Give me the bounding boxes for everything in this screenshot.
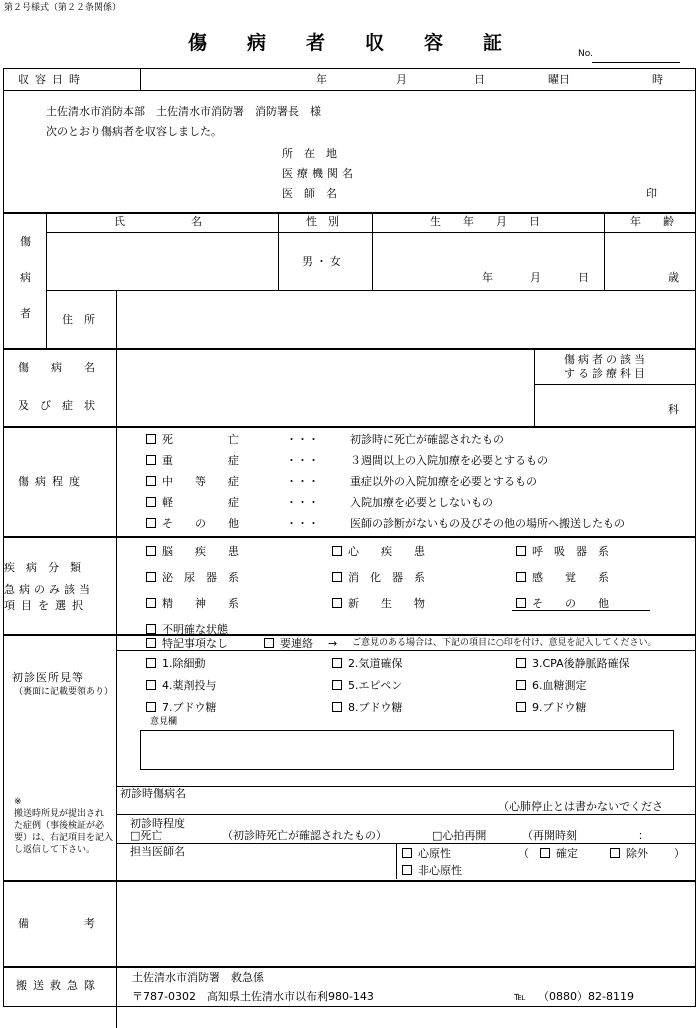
transport-label: 搬送救急隊 <box>16 979 101 992</box>
confirmed-label: 確定 <box>556 847 578 860</box>
finding-item-4-checkbox[interactable] <box>146 680 156 690</box>
disease-col3-0-label: 呼 吸 器 系 <box>532 545 609 558</box>
dob-day: 日 <box>578 271 589 284</box>
severity-label: 傷病程度 <box>18 475 86 488</box>
doctor-name-label: 担当医師名 <box>130 845 185 858</box>
opinion-box[interactable] <box>140 730 674 770</box>
finding-item-7-label: 7.ブドウ糖 <box>162 701 217 714</box>
death-note: （初診時死亡が確認されたもの） <box>222 829 387 842</box>
findings-instruction: ご意見のある場合は、下記の項目に○印を付け、意見を記入してください。 <box>352 638 657 648</box>
finding-item-8-row <box>332 702 403 713</box>
finding-item-5-checkbox[interactable] <box>332 680 342 690</box>
findings-label-1: 初診医所見等 <box>12 671 84 684</box>
resume-time-label: （再開時刻 <box>522 829 577 842</box>
severity-desc-3: 入院加療を必要としないもの <box>350 496 493 509</box>
severity-4-row <box>146 518 239 529</box>
transport-address: 〒787-0302 高知県土佐清水市以布利980-143 <box>132 990 374 1003</box>
paren-open: （ <box>518 847 529 860</box>
disease-col3-2-row <box>516 598 609 609</box>
disease-col3-2-checkbox[interactable] <box>516 598 526 608</box>
contact-row <box>264 638 313 649</box>
disease-label-2: 急病のみ該当 <box>4 583 94 596</box>
excluded-row <box>610 848 648 859</box>
findings-note-1: 搬送時所見が提出され <box>14 809 105 819</box>
disease-col2-1-label: 消 化 器 系 <box>348 571 425 584</box>
no-label: No. <box>578 49 593 59</box>
disease-col2-1-row <box>332 572 425 583</box>
disease-col1-3-label: 不明確な状態 <box>162 623 228 636</box>
confirmed-checkbox[interactable] <box>540 848 550 858</box>
initial-severity-label: 初診時程度 <box>130 817 185 830</box>
severity-1-checkbox[interactable] <box>146 455 156 465</box>
finding-item-2-row <box>332 658 403 669</box>
death-label: □死亡 <box>130 829 163 842</box>
intake-year: 年 <box>316 73 327 86</box>
findings-label-2: （裏面に記載要領あり） <box>14 687 114 697</box>
finding-item-6-checkbox[interactable] <box>516 680 526 690</box>
tel-label: ℡ <box>514 990 526 1003</box>
severity-0-label: 死 亡 <box>162 433 239 446</box>
finding-item-7-checkbox[interactable] <box>146 702 156 712</box>
disease-col2-2-label: 新 生 物 <box>348 597 425 610</box>
disease-col1-1-row <box>146 572 239 583</box>
finding-item-9-checkbox[interactable] <box>516 702 526 712</box>
severity-3-label: 軽 症 <box>162 496 239 509</box>
finding-item-2-label: 2.気道確保 <box>348 657 403 670</box>
none-label: 特記事項なし <box>162 637 228 650</box>
diagnosis-label-2: 及 び 症 状 <box>18 399 95 412</box>
severity-3-checkbox[interactable] <box>146 497 156 507</box>
severity-desc-1: ３週間以上の入院加療を必要とするもの <box>350 454 548 467</box>
findings-note-2: た症例（事後検証が必 <box>14 821 105 831</box>
intake-day: 日 <box>474 73 485 86</box>
none-checkbox[interactable] <box>146 638 156 648</box>
sex-header: 性 別 <box>306 215 339 228</box>
disease-col1-1-checkbox[interactable] <box>146 572 156 582</box>
address-label: 住 所 <box>62 313 95 326</box>
tel-number: （0880）82-8119 <box>538 990 634 1003</box>
findings-note-4: し返信して下さい。 <box>14 845 96 855</box>
sex-options: 男・女 <box>302 255 344 268</box>
dept-label-2: する診療科目 <box>564 367 648 380</box>
contact-label: 要連絡 <box>280 637 313 650</box>
age-header: 年 齢 <box>630 215 674 228</box>
disease-col1-0-row <box>146 546 239 557</box>
initial-diag-note: （心肺停止とは書かないでくださ <box>498 800 663 813</box>
intake-hour: 時 <box>652 73 663 86</box>
finding-item-6-row <box>516 680 587 691</box>
disease-col3-0-checkbox[interactable] <box>516 546 526 556</box>
disease-col1-0-checkbox[interactable] <box>146 546 156 556</box>
opinion-label: 意見欄 <box>150 717 178 727</box>
resume-colon: ： <box>638 829 649 842</box>
finding-item-1-row <box>146 658 206 669</box>
noncardiac-label: 非心原性 <box>418 864 462 877</box>
findings-note-0: ※ <box>14 797 22 807</box>
severity-desc-0: 初診時に死亡が確認されたもの <box>350 433 504 446</box>
dob-header: 生 年 月 日 <box>430 215 540 228</box>
severity-2-row <box>146 476 239 487</box>
finding-item-6-label: 6.血糖測定 <box>532 679 587 692</box>
severity-1-label: 重 症 <box>162 454 239 467</box>
disease-col1-1-label: 泌 尿 器 系 <box>162 571 239 584</box>
remarks-label: 備 考 <box>18 917 95 930</box>
finding-item-2-checkbox[interactable] <box>332 658 342 668</box>
disease-col2-2-row <box>332 598 425 609</box>
severity-4-checkbox[interactable] <box>146 518 156 528</box>
patient-label-3: 者 <box>20 307 31 320</box>
severity-0-checkbox[interactable] <box>146 434 156 444</box>
disease-col3-1-row <box>516 572 609 583</box>
finding-item-5-label: 5.エピペン <box>348 679 403 692</box>
statement: 次のとおり傷病者を収容しました。 <box>46 125 222 138</box>
disease-col2-0-row <box>332 546 425 557</box>
dob-year: 年 <box>482 271 493 284</box>
finding-item-8-label: 8.ブドウ糖 <box>348 701 403 714</box>
intake-month: 月 <box>396 73 407 86</box>
severity-2-checkbox[interactable] <box>146 476 156 486</box>
paren-close: ） <box>674 847 685 860</box>
severity-dots-3: ・・・ <box>286 496 319 509</box>
severity-0-row <box>146 434 239 445</box>
severity-dots-1: ・・・ <box>286 454 319 467</box>
severity-2-label: 中 等 症 <box>162 475 239 488</box>
noncardiac-row <box>402 865 462 876</box>
dept-label-1: 傷病者の該当 <box>564 353 648 366</box>
age-unit: 歳 <box>668 271 679 284</box>
severity-dots-0: ・・・ <box>286 433 319 446</box>
confirmed-row <box>540 848 578 859</box>
finding-item-4-label: 4.薬剤投与 <box>162 679 217 692</box>
institution-label: 医療機関名 <box>282 167 357 180</box>
page-title: 傷病者収容証 <box>188 32 543 54</box>
severity-desc-2: 重症以外の入院加療を必要とするもの <box>350 475 537 488</box>
cardiac-label: 心原性 <box>418 847 451 860</box>
severity-3-row <box>146 497 239 508</box>
diagnosis-label-1: 傷 病 名 <box>18 361 95 374</box>
finding-item-1-checkbox[interactable] <box>146 658 156 668</box>
seal-mark: 印 <box>646 187 657 200</box>
dob-month: 月 <box>530 271 541 284</box>
finding-item-8-checkbox[interactable] <box>332 702 342 712</box>
arrow-icon: → <box>328 637 338 650</box>
intake-weekday: 曜日 <box>548 73 570 86</box>
location-label: 所 在 地 <box>282 147 337 160</box>
disease-col1-0-label: 脳 疾 患 <box>162 545 239 558</box>
disease-col2-1-checkbox[interactable] <box>332 572 342 582</box>
findings-note-3: 要）は、右記項目を記入 <box>14 833 114 843</box>
severity-4-label: そ の 他 <box>162 517 239 530</box>
doctor-label: 医 師 名 <box>282 187 337 200</box>
patient-label-2: 病 <box>20 271 31 284</box>
disease-col2-0-label: 心 疾 患 <box>348 545 425 558</box>
disease-label-3: 項目を選択 <box>4 599 89 612</box>
disease-col1-3-checkbox[interactable] <box>146 624 156 634</box>
disease-col1-2-label: 精 神 系 <box>162 597 239 610</box>
disease-col3-1-label: 感 覚 系 <box>532 571 609 584</box>
excluded-label: 除外 <box>626 847 648 860</box>
disease-col1-2-checkbox[interactable] <box>146 598 156 608</box>
severity-desc-4: 医師の診断がないもの及びその他の場所へ搬送したもの <box>350 517 625 530</box>
severity-dots-4: ・・・ <box>286 517 319 530</box>
disease-label-1: 疾 病 分 類 <box>4 561 81 574</box>
finding-item-3-row <box>516 658 630 669</box>
contact-checkbox[interactable] <box>264 638 274 648</box>
finding-item-1-label: 1.除細動 <box>162 657 206 670</box>
disease-col3-1-checkbox[interactable] <box>516 572 526 582</box>
disease-col3-0-row <box>516 546 609 557</box>
disease-col1-2-row <box>146 598 239 609</box>
finding-item-4-row <box>146 680 217 691</box>
severity-1-row <box>146 455 239 466</box>
finding-item-9-row <box>516 702 587 713</box>
finding-item-5-row <box>332 680 402 691</box>
form-id: 第２号様式（第２２条関係） <box>4 3 122 13</box>
initial-diag-label: 初診時傷病名 <box>120 787 186 800</box>
intake-label: 収容日時 <box>18 73 86 86</box>
name-header: 氏 名 <box>114 215 202 228</box>
disease-col2-2-checkbox[interactable] <box>332 598 342 608</box>
cardiac-checkbox[interactable] <box>402 848 412 858</box>
resume-label: □心拍再開 <box>432 829 487 842</box>
disease-col2-0-checkbox[interactable] <box>332 546 342 556</box>
addressee: 土佐清水市消防本部 土佐清水市消防署 消防署長 様 <box>46 105 321 118</box>
dept-unit: 科 <box>668 403 679 416</box>
other-underline <box>512 610 650 611</box>
transport-station: 土佐清水市消防署 救急係 <box>132 971 264 984</box>
none-row <box>146 638 228 649</box>
cardiac-row <box>402 848 451 859</box>
noncardiac-checkbox[interactable] <box>402 865 412 875</box>
severity-dots-2: ・・・ <box>286 475 319 488</box>
finding-item-7-row <box>146 702 217 713</box>
finding-item-3-label: 3.CPA後静脈路確保 <box>532 657 630 670</box>
patient-label-1: 傷 <box>20 235 31 248</box>
finding-item-9-label: 9.ブドウ糖 <box>532 701 587 714</box>
no-underline <box>592 62 680 63</box>
finding-item-3-checkbox[interactable] <box>516 658 526 668</box>
excluded-checkbox[interactable] <box>610 848 620 858</box>
disease-col3-2-label: そ の 他 <box>532 597 609 610</box>
